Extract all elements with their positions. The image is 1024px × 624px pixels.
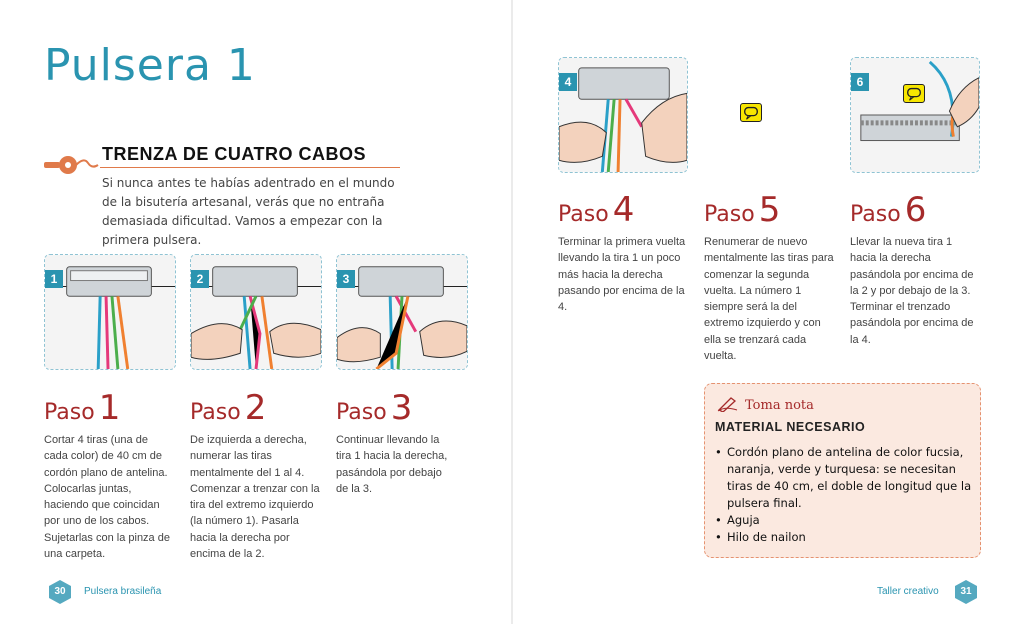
- step-3-badge: 3: [337, 270, 355, 288]
- step-1-photo: [44, 254, 176, 370]
- page-gutter: [511, 0, 513, 624]
- footer-label-left: Pulsera brasileña: [84, 586, 162, 597]
- step-3-photo: [336, 254, 468, 370]
- step-word: Paso: [558, 202, 609, 227]
- note-title: MATERIAL NECESARIO: [715, 420, 866, 434]
- step-6-badge: 6: [851, 73, 869, 91]
- intro-paragraph: Si nunca antes te habías adentrado en el mundo de la bisutería artesanal, verás que no entraña demasiada dificultad. Vamos a empezar con la primera pulsera.: [102, 176, 395, 247]
- step-number: 2: [244, 388, 267, 428]
- section-heading: TRENZA DE CUATRO CABOS: [102, 144, 366, 164]
- step-4-heading: [558, 190, 634, 230]
- step-word: Paso: [336, 400, 387, 425]
- binder-clip-cords-illustration: [45, 255, 175, 369]
- step-5-heading: [704, 190, 780, 230]
- step-3-text: Continuar llevando la tira 1 hacia la derecha, pasándola por debajo de la 3.: [336, 434, 448, 495]
- hands-braiding-illustration: [191, 255, 321, 369]
- step-2-photo: [190, 254, 322, 370]
- step-word: Paso: [44, 400, 95, 425]
- note-heading-text: Toma nota: [745, 398, 814, 413]
- step-number: 5: [758, 190, 781, 230]
- step-5-text: Renumerar de nuevo mentalmente las tiras para comenzar la segunda vuelta. La número 1 siempre será la del extremo izquierdo y con ella se trenzará cada vuelta.: [704, 236, 834, 363]
- step-2-badge: 2: [191, 270, 209, 288]
- step-number: 3: [390, 388, 413, 428]
- step-3-heading: [336, 388, 412, 428]
- step-4-badge: 4: [559, 73, 577, 91]
- hands-braiding-illustration: [337, 255, 467, 369]
- step-6-photo: [850, 57, 980, 173]
- page-number-badge-right: [953, 580, 979, 604]
- pen-icon: [717, 396, 739, 412]
- step-1-badge: 1: [45, 270, 63, 288]
- chat-icon: [740, 103, 762, 122]
- hands-braiding-illustration: [559, 58, 687, 172]
- step-1-heading: [44, 388, 120, 428]
- step-4-text: Terminar la primera vuelta llevando la tira 1 un poco más hacia la derecha pasando por encima de la 4.: [558, 236, 686, 314]
- page-title: Pulsera 1: [44, 40, 256, 91]
- page-number-badge-left: [47, 580, 73, 604]
- materials-list: [715, 444, 973, 546]
- step-word: Paso: [190, 400, 241, 425]
- step-number: 1: [98, 388, 121, 428]
- step-1-text: Cortar 4 tiras (una de cada color) de 40 cm de cordón plano de antelina. Colocarlas juntas, haciendo que coincidan por uno de los cabos. Sujetarlas con la pinza de una carpeta.: [44, 434, 170, 561]
- page-number: 31: [960, 586, 972, 597]
- step-2-text: De izquierda a derecha, numerar las tiras mentalmente del 1 al 4. Comenzar a trenzar con la tira del extremo izquierdo (la número 1). Pasarla hacia la derecha por encima de la 2.: [190, 434, 320, 561]
- step-word: Paso: [704, 202, 755, 227]
- page-number: 30: [54, 586, 66, 597]
- section-underline: [100, 167, 400, 168]
- step-word: Paso: [850, 202, 901, 227]
- step-2-heading: [190, 388, 266, 428]
- clasp-tag-icon: [44, 153, 100, 177]
- step-6-text: Llevar la nueva tira 1 hacia la derecha pasándola por encima de la 2 y por debajo de la 3. Terminar el trenzado pasándola por encima de la 4.: [850, 236, 974, 346]
- chat-icon: [903, 84, 925, 103]
- step-number: 4: [612, 190, 635, 230]
- step-4-photo: [558, 57, 688, 173]
- footer-label-right: Taller creativo: [877, 586, 939, 597]
- list-item: • Cordón plano de antelina de color fucsia, naranja, verde y turquesa: se necesitan tiras de 40 cm, el doble de longitud que la pulsera final.: [715, 444, 973, 512]
- note-heading: [717, 396, 814, 413]
- braid-with-hand-illustration: [851, 58, 979, 172]
- note-box: [704, 383, 981, 558]
- list-item: • Aguja: [715, 512, 973, 529]
- step-6-heading: [850, 190, 926, 230]
- list-item: • Hilo de nailon: [715, 529, 973, 546]
- step-number: 6: [904, 190, 927, 230]
